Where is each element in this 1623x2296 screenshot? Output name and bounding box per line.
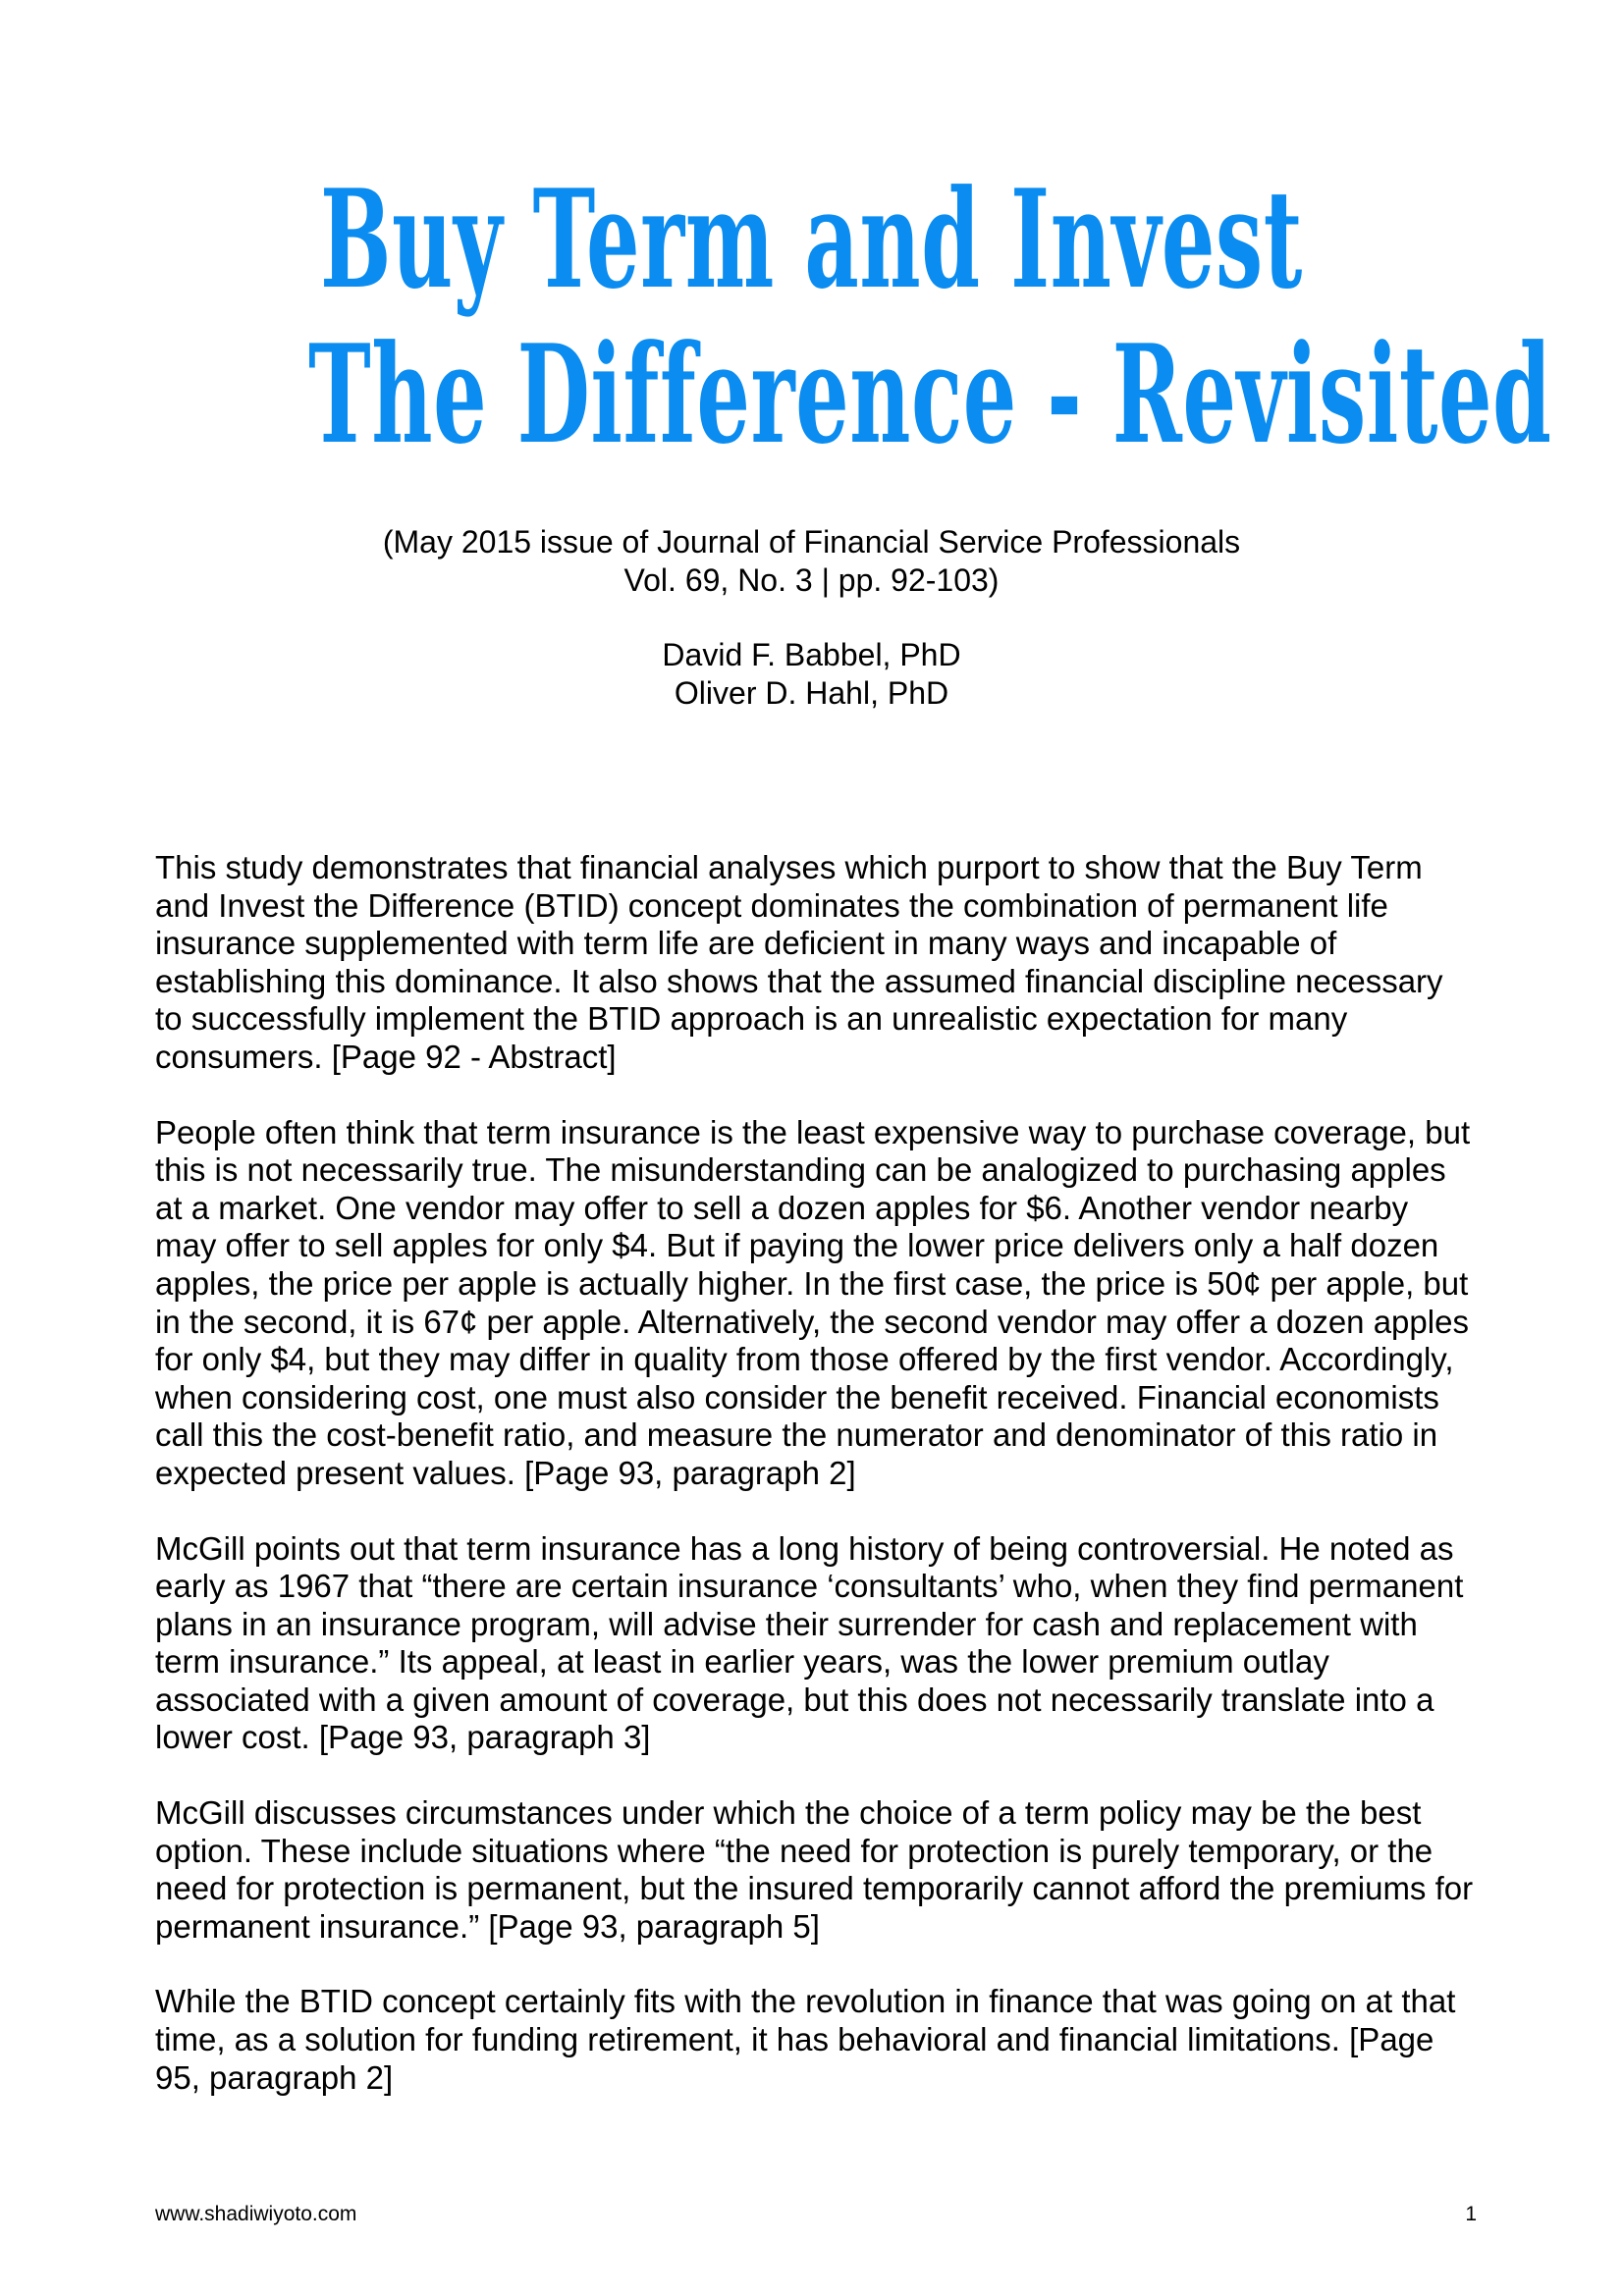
author-list [0, 636, 1623, 713]
body-paragraph: People often think that term insurance is the least expensive way to purchase coverage, but this is not necessarily true. The misunderstanding can be analogized to purchasing apples at a market. One vendor may offer to sell a dozen apples for $6. Another vendor nearby may offer to sell apples for only $4. But if paying the lower price delivers only a half dozen apples, the price per apple is actually higher. In the first case, the price is 50¢ per apple, but in the second, it is 67¢ per apple. Alternatively, the second vendor may offer a dozen apples for only $4, but they may differ in quality from those offered by the first vendor. Accordingly, when considering cost, one must also consider the benefit received. Financial economists call this the cost-benefit ratio, and measure the numerator and denominator of this ratio in expected present values. [Page 93, paragraph 2] [155, 1113, 1471, 1491]
citation-line-1: (May 2015 issue of Journal of Financial Service Professionals [382, 524, 1241, 560]
footer-page-number: 1 [1465, 2203, 1477, 2225]
author-name: David F. Babbel, PhD [662, 637, 961, 672]
citation-line-2: Vol. 69, No. 3 | pp. 92-103) [623, 562, 1000, 598]
footer-website: www.shadiwiyoto.com [155, 2203, 357, 2225]
body-paragraph: While the BTID concept certainly fits with the revolution in finance that was going on at that time, as a solution for funding retirement, it has behavioral and financial limitations. [Page 95, paragraph 2] [155, 1983, 1456, 2096]
abstract-paragraph: This study demonstrates that financial analyses which purport to show that the Buy Term and Invest the Difference (BTID) concept dominates the combination of permanent life insurance supplemented with term life are deficient in many ways and incapable of establishing this dominance. It also shows that the assumed financial discipline necessary to successfully implement the BTID approach is an unrealistic expectation for many consumers. [Page 92 - Abstract] [155, 849, 1443, 1075]
title-line-1: Buy Term and Invest [320, 159, 1303, 319]
publication-citation [0, 523, 1623, 600]
document-body [155, 849, 1476, 2134]
body-paragraph: McGill points out that term insurance has a long history of being controversial. He noted as early as 1967 that “there are certain insurance ‘consultants’ who, when they find permanent plans in an insurance program, will advise their surrender for cash and replacement with term insurance.” Its appeal, at least in earlier years, was the lower premium outlay associated with a given amount of coverage, but this does not necessarily translate into a lower cost. [Page 93, paragraph 3] [155, 1529, 1464, 1756]
author-name: Oliver D. Hahl, PhD [674, 675, 949, 711]
body-paragraph: McGill discusses circumstances under which the choice of a term policy may be the best option. These include situations where “the need for protection is purely temporary, or the need for protection is permanent, but the insured temporarily cannot afford the premiums for permanent insurance.” [Page 93, paragraph 5] [155, 1794, 1474, 1945]
document-title [0, 159, 1623, 474]
title-line-2: The Difference - Revisited [308, 314, 1552, 474]
